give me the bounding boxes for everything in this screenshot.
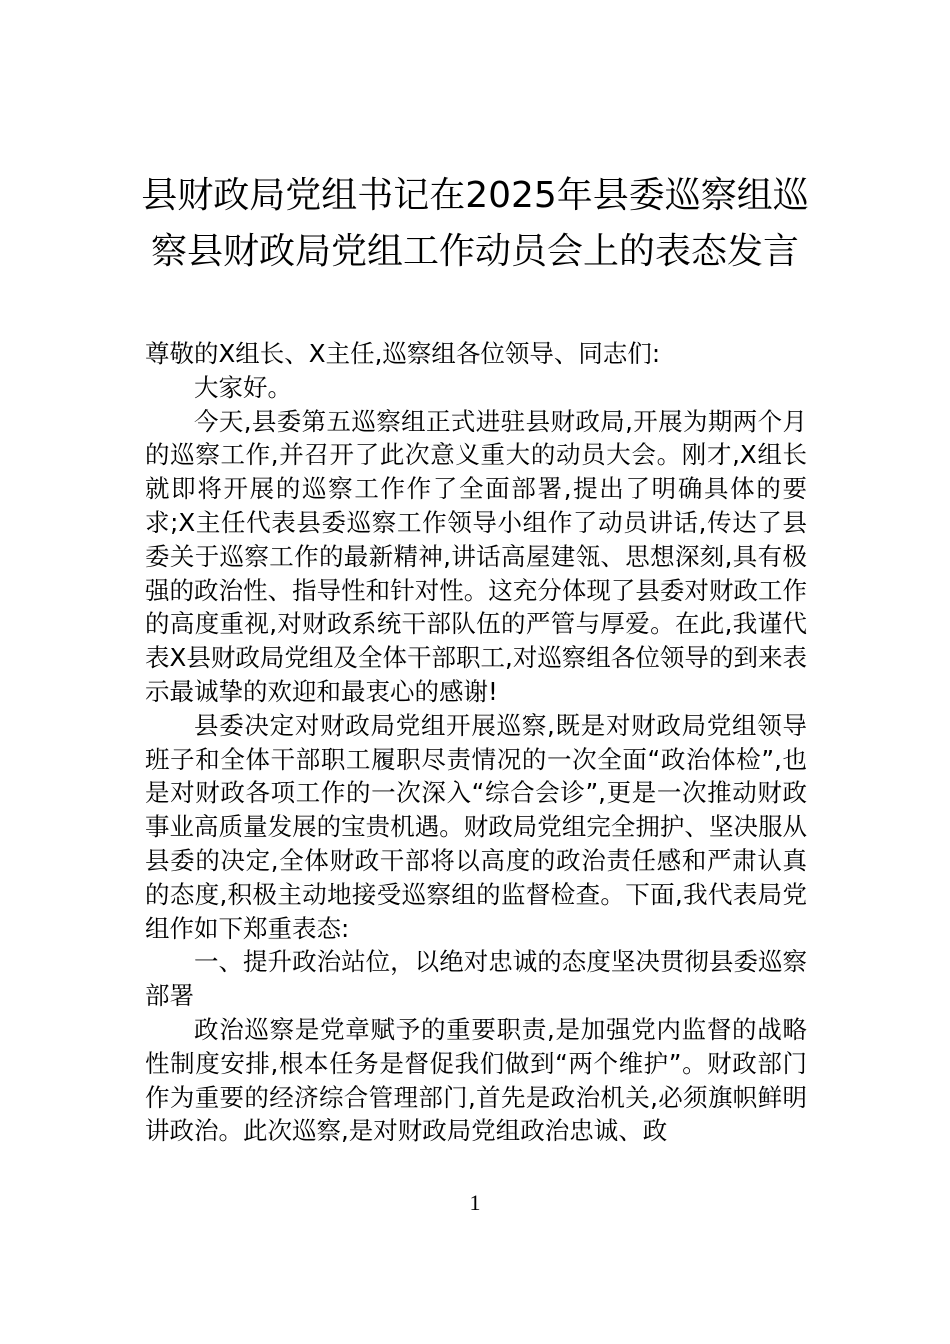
paragraph-greeting: 大家好。 [194,372,292,402]
paragraph-commitment: 县委决定对财政局党组开展巡察,既是对财政局党组领导班子和全体干部职工履职尽责情况的一次全面“政治体检”,也是对财政各项工作的一次深入“综合会诊”,更是一次推动财政事业高质量发展的宝贵机遇。财政局党组完全拥护、坚决服从县委的决定,全体财政干部将以高度的政治责任感和严肃认真的态度,积极主动地接受巡察组的监督检查。下面,我代表局党组作如下郑重表态: [145,710,807,943]
paragraph-intro: 今天,县委第五巡察组正式进驻县财政局,开展为期两个月的巡察工作,并召开了此次意义重大的动员大会。刚才,X组长就即将开展的巡察工作作了全面部署,提出了明确具体的要求;X主任代表县委巡察工作领导小组作了动员讲话,传达了县委关于巡察工作的最新精神,讲话高屋建瓴、思想深刻,具有极强的政治性、指导性和针对性。这充分体现了县委对财政工作的高度重视,对财政系统干部队伍的严管与厚爱。在此,我谨代表X县财政局党组及全体干部职工,对巡察组各位领导的到来表示最诚挚的欢迎和最衷心的感谢! [145,406,807,706]
document-body [145,337,807,1148]
document-title [130,168,820,280]
salutation: 尊敬的X组长、X主任,巡察组各位领导、同志们: [145,339,661,368]
paragraph-section-1: 政治巡察是党章赋予的重要职责,是加强党内监督的战略性制度安排,根本任务是督促我们做到“两个维护”。财政部门作为重要的经济综合管理部门,首先是政治机关,必须旗帜鲜明讲政治。此次巡察,是对财政局党组政治忠诚、政 [145,1014,807,1146]
section-heading-1: 一、提升政治站位，以绝对忠诚的态度坚决贯彻县委巡察部署 [145,947,807,1011]
title-line-1: 县财政局党组书记在2025年县委巡察组巡 [141,175,809,216]
title-line-2: 察县财政局党组工作动员会上的表态发言 [150,231,799,272]
page-number: 1 [469,1190,481,1215]
